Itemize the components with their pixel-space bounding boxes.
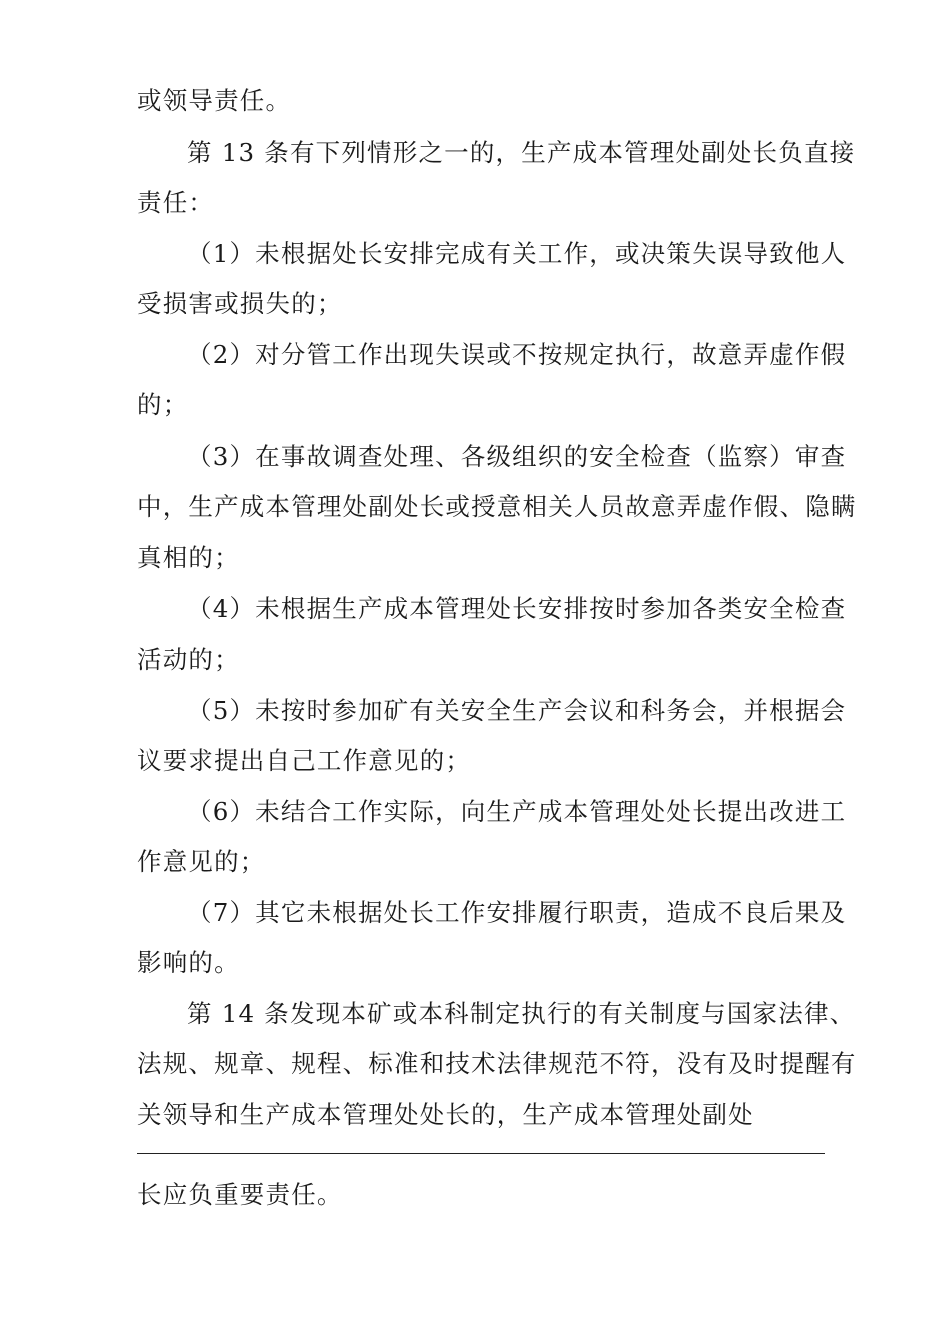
text-line: 的；	[137, 390, 189, 419]
list-item: （2）对分管工作出现失误或不按规定执行，故意弄虚作假	[187, 340, 847, 369]
article-heading: 第 13 条有下列情形之一的，生产成本管理处副处长负直接	[187, 138, 856, 167]
list-item: （1）未根据处长安排完成有关工作，或决策失误导致他人	[187, 239, 847, 268]
text-line: 责任：	[137, 188, 215, 217]
article-heading: 第 14 条发现本矿或本科制定执行的有关制度与国家法律、	[187, 999, 856, 1028]
text-line: 中，生产成本管理处副处长或授意相关人员故意弄虚作假、隐瞒	[137, 492, 857, 521]
text-line: 受损害或损失的；	[137, 289, 343, 318]
text-line: 议要求提出自己工作意见的；	[137, 746, 472, 775]
text-line: 或领导责任。	[137, 86, 292, 115]
list-item: （6）未结合工作实际，向生产成本管理处处长提出改进工	[187, 797, 847, 826]
text-line: 影响的。	[137, 948, 240, 977]
list-item: （7）其它未根据处长工作安排履行职责，造成不良后果及	[187, 898, 847, 927]
list-item: （3）在事故调查处理、各级组织的安全检查（监察）审查	[187, 442, 847, 471]
list-item: （4）未根据生产成本管理处长安排按时参加各类安全检查	[187, 594, 847, 623]
text-line: 作意见的；	[137, 847, 266, 876]
text-line: 活动的；	[137, 645, 240, 674]
footnote-text: 长应负重要责任。	[137, 1180, 343, 1209]
text-line: 真相的；	[137, 543, 240, 572]
text-line: 法规、规章、规程、标准和技术法律规范不符，没有及时提醒有	[137, 1049, 857, 1078]
footnote-divider	[137, 1153, 825, 1154]
list-item: （5）未按时参加矿有关安全生产会议和科务会，并根据会	[187, 696, 847, 725]
text-line: 关领导和生产成本管理处处长的，生产成本管理处副处	[137, 1100, 754, 1129]
